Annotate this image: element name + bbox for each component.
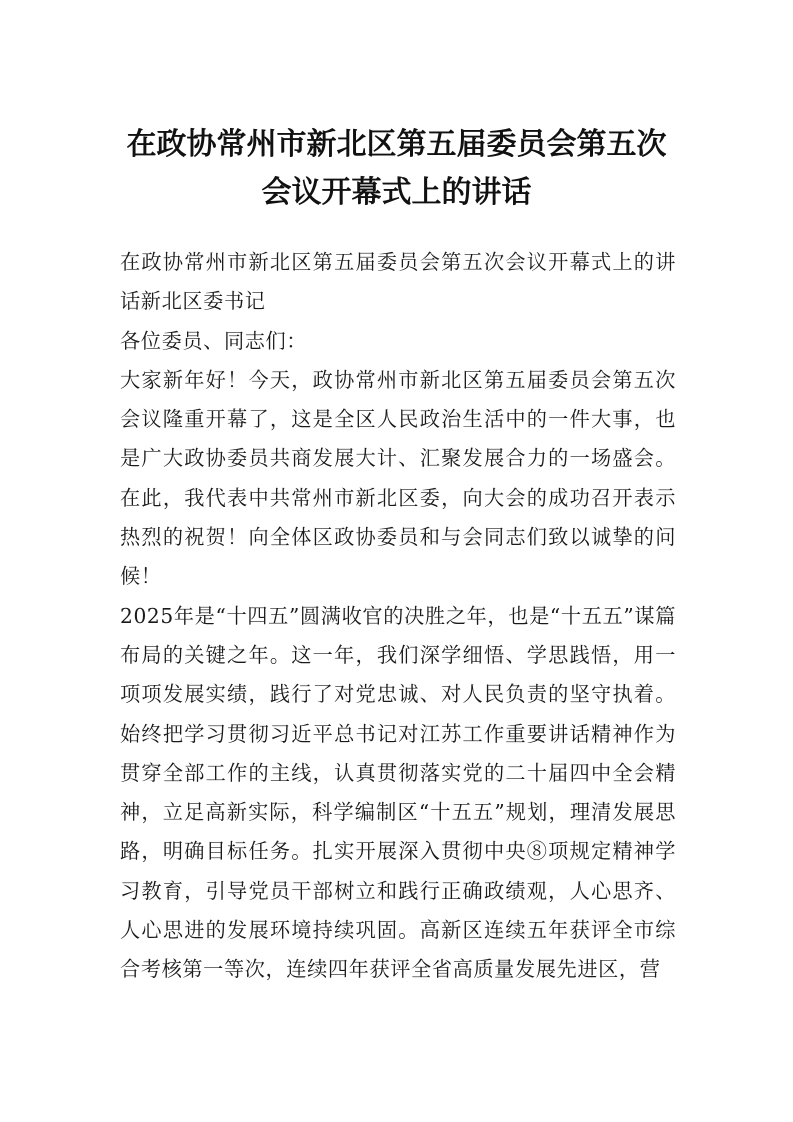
paragraph-heading: 在政协常州市新北区第五届委员会第五次会议开幕式上的讲话新北区委书记 [120,250,676,314]
document-title-line-2: 会议开幕式上的讲话 [261,175,532,210]
document-title-line-1: 在政协常州市新北区第五届委员会第五次 [126,127,667,162]
paragraph-review: 2025年是“十四五”圆满收官的决胜之年，也是“十五五”谋篇布局的关键之年。这一年，我们深学细悟、学思践悟，用一项项发展实绩，践行了对党忠诚、对人民负责的坚守执着。始终把学习贯彻习近平总书记对江苏工作重要讲话精神作为贯穿全部工作的主线，认真贯彻落实党的二十届四中全会精神，立足高新实际，科学编制区“十五五”规划，理清发展思路，明确目标任务。扎实开展深入贯彻中央⑧项规定精神学习教育，引导党员干部树立和践行正确政绩观，人心思齐、人心思进的发展环境持续巩固。高新区连续五年获评全市综合考核第一等次，连续四年获评全省高质量发展先进区，营 [120,603,676,982]
paragraph-greeting: 大家新年好！今天，政协常州市新北区第五届委员会第五次会议隆重开幕了，这是全区人民政治生活中的一件大事，也是广大政协委员共商发展大计、汇聚发展合力的一场盛会。在此，我代表中共常州市新北区委，向大会的成功召开表示热烈的祝贺！向全体区政协委员和与会同志们致以诚挚的问候！ [120,367,676,589]
paragraph-salutation: 各位委员、同志们： [120,328,308,353]
document-body [120,243,676,990]
